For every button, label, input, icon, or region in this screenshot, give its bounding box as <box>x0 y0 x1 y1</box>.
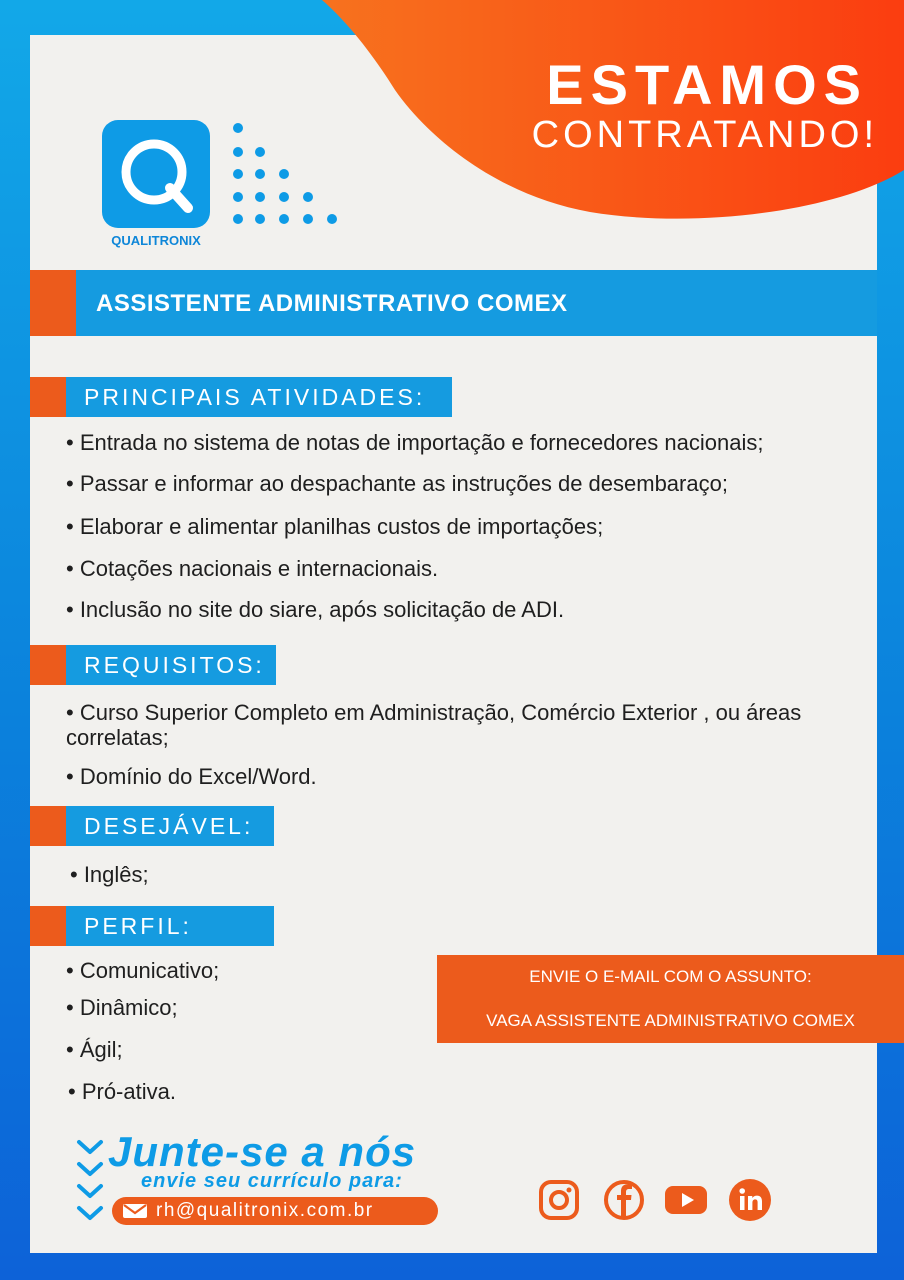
list-item: • Passar e informar ao despachante as instruções de desembaraço; <box>66 471 728 496</box>
facebook-icon[interactable] <box>602 1178 646 1222</box>
section-desejavel-title: DESEJÁVEL: <box>66 806 274 846</box>
email-instruction-line: ENVIE O E-MAIL COM O ASSUNTO: <box>529 967 812 986</box>
job-title: ASSISTENTE ADMINISTRATIVO COMEX <box>96 290 568 317</box>
list-item: • Cotações nacionais e internacionais. <box>66 556 439 581</box>
youtube-icon[interactable] <box>664 1178 708 1222</box>
q-logo-icon <box>102 120 210 228</box>
list-item: • Entrada no sistema de notas de importação e fornecedores nacionais; <box>66 430 764 455</box>
email-address[interactable]: rh@qualitronix.com.br <box>156 1200 374 1221</box>
hero-subtitle: CONTRATANDO! <box>531 114 878 156</box>
list-item: • Pró-ativa. <box>68 1079 176 1104</box>
cta-subline: envie seu currículo para: <box>141 1170 403 1192</box>
section-perfil-title: PERFIL: <box>66 906 274 946</box>
section-requisitos-title: REQUISITOS: <box>66 645 276 685</box>
list-item: • Curso Superior Completo em Administração, Comércio Exterior , ou áreas correlatas; <box>66 700 802 750</box>
email-pill[interactable] <box>112 1197 438 1225</box>
hero-title: ESTAMOS <box>546 53 868 116</box>
brand-name: QUALITRONIX <box>111 233 201 248</box>
instagram-icon[interactable] <box>537 1178 581 1222</box>
section-atividades-title: PRINCIPAIS ATIVIDADES: <box>66 377 452 417</box>
email-instructions-box <box>437 955 904 1043</box>
cta-headline: Junte-se a nós <box>108 1128 417 1175</box>
mail-icon <box>122 1203 148 1219</box>
list-item: • Inglês; <box>70 862 149 887</box>
email-subject-line: VAGA ASSISTENTE ADMINISTRATIVO COMEX <box>486 1011 855 1030</box>
linkedin-icon[interactable] <box>728 1178 772 1222</box>
title-accent <box>30 270 76 336</box>
chevron-down-icon <box>76 1138 104 1224</box>
list-item: • Inclusão no site do siare, após solicitação de ADI. <box>66 597 565 622</box>
list-item: • Elaborar e alimentar planilhas custos de importações; <box>66 514 604 539</box>
list-item: • Ágil; <box>66 1037 123 1062</box>
list-item: • Comunicativo; <box>66 958 220 983</box>
job-title-bar <box>30 270 877 336</box>
list-item: • Domínio do Excel/Word. <box>66 764 317 789</box>
list-item: • Dinâmico; <box>66 995 178 1020</box>
decorative-dots <box>226 118 346 228</box>
